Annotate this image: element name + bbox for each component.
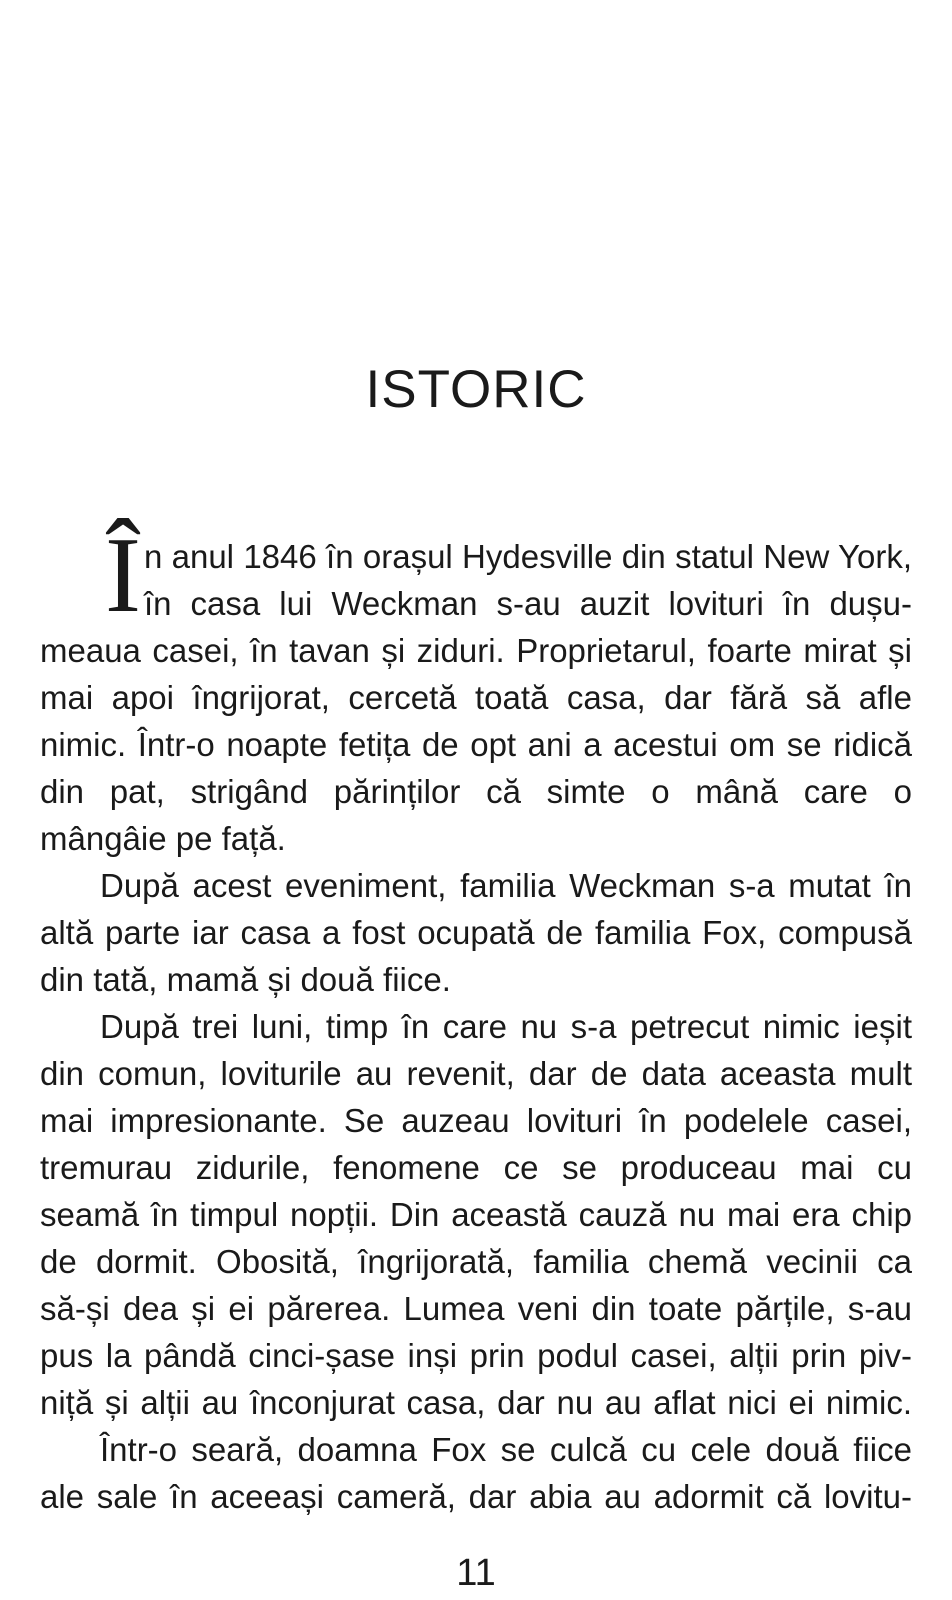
text-line: După trei luni, timp în care nu s-a petrecut nimic ieșit bbox=[100, 1008, 912, 1045]
paragraph bbox=[40, 862, 912, 1003]
text-line: să-și dea și ei părerea. Lumea veni din toate părțile, s-au bbox=[40, 1290, 912, 1327]
text-line: După acest eveniment, familia Weckman s-a mutat în bbox=[100, 867, 912, 904]
page-number: 11 bbox=[456, 1552, 496, 1594]
text-line: Într-o seară, doamna Fox se culcă cu cele două fiice bbox=[100, 1431, 912, 1468]
text-line: n anul 1846 în orașul Hydesville din statul New York, bbox=[143, 538, 912, 575]
text-line: meaua casei, în tavan și ziduri. Proprietarul, foarte mirat și bbox=[40, 632, 912, 669]
drop-cap: Î bbox=[105, 516, 141, 635]
body-text bbox=[40, 516, 912, 1520]
text-line: niță și alții au înconjurat casa, dar nu au aflat nici ei nimic. bbox=[40, 1384, 912, 1421]
text-line: din tată, mamă și două fiice. bbox=[40, 961, 451, 998]
paragraph bbox=[40, 1426, 912, 1520]
text-line: de dormit. Obosită, îngrijorată, familia chemă vecinii ca bbox=[40, 1243, 912, 1280]
paragraph bbox=[40, 1003, 912, 1426]
text-line: altă parte iar casa a fost ocupată de familia Fox, compusă bbox=[40, 914, 912, 951]
text-line: din pat, strigând părinților că simte o mână care o bbox=[40, 773, 912, 810]
text-line: pus la pândă cinci-șase inși prin podul casei, alții prin piv- bbox=[40, 1337, 912, 1374]
paragraph bbox=[40, 516, 912, 862]
text-line: tremurau zidurile, fenomene ce se produceau mai cu bbox=[40, 1149, 912, 1186]
text-line: ale sale în aceeași cameră, dar abia au adormit că lovitu- bbox=[40, 1478, 912, 1515]
text-line: din comun, loviturile au revenit, dar de data aceasta mult bbox=[40, 1055, 912, 1092]
text-line: nimic. Într-o noapte fetița de opt ani a acestui om se ridică bbox=[40, 726, 912, 763]
text-line: mai impresionante. Se auzeau lovituri în podelele casei, bbox=[40, 1102, 912, 1139]
text-line: mângâie pe față. bbox=[40, 820, 286, 857]
text-line: în casa lui Weckman s-au auzit lovituri în dușu- bbox=[143, 585, 912, 622]
text-line: seamă în timpul nopții. Din această cauză nu mai era chip bbox=[40, 1196, 912, 1233]
chapter-title: ISTORIC bbox=[365, 360, 587, 419]
text-line: mai apoi îngrijorat, cercetă toată casa, dar fără să afle bbox=[40, 679, 912, 716]
